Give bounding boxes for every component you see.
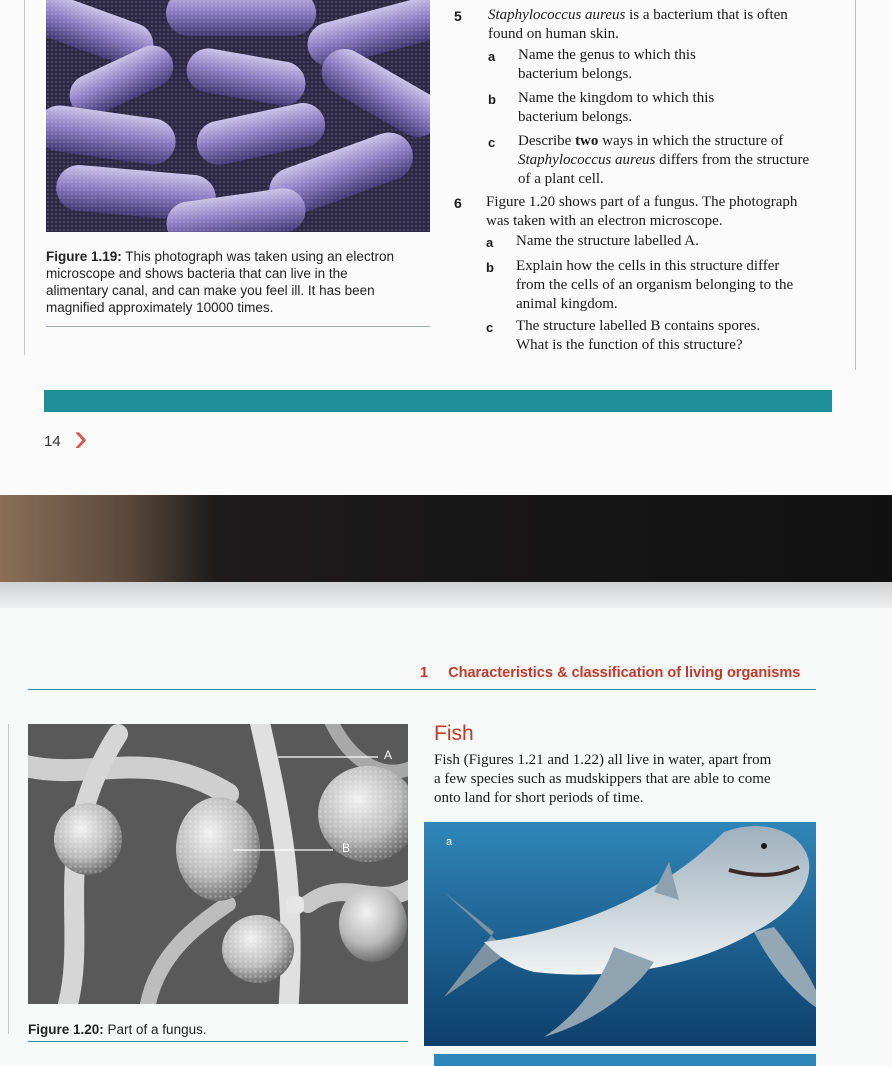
question-text-line: Figure 1.20 shows part of a fungus. The photograph [486, 194, 798, 210]
top-page [0, 0, 892, 495]
caption-line: microscope and shows bacteria that can live in the [46, 266, 348, 281]
fish-paragraph [434, 751, 824, 808]
part-text-line: Staphylococcus aureus differs from the structure [518, 152, 810, 168]
part-text-line: Explain how the cells in this structure differ [516, 258, 780, 274]
question-text-line: found on human skin. [488, 26, 619, 42]
part-letter: a [486, 235, 494, 250]
question-text-line: Staphylococcus aureus is a bacterium that is often [488, 7, 788, 23]
part-letter: c [488, 135, 496, 150]
part-letter: b [486, 260, 494, 275]
shark-photo [424, 822, 816, 1046]
page-gap [0, 495, 892, 582]
part-text-line: What is the function of this structure? [516, 337, 743, 353]
part-text-line: Name the genus to which this [518, 47, 696, 63]
chapter-number: 1 [420, 665, 429, 681]
figure-1-20-caption: Figure 1.20: Part of a fungus. [28, 1022, 207, 1037]
fish-heading: Fish [434, 722, 474, 745]
question-number: 6 [454, 195, 462, 211]
question-6 [454, 193, 854, 231]
part-text-line: Describe two ways in which the structure of [518, 133, 784, 149]
part-text-line: animal kingdom. [516, 296, 618, 312]
question-number: 5 [454, 8, 462, 24]
label-b: B [342, 841, 351, 855]
caption-rule [46, 326, 430, 327]
caption-line: alimentary canal, and can make you feel ill. It has been [46, 283, 375, 298]
part-text-line: from the cells of an organism belonging to the [516, 277, 794, 293]
question-5b [488, 89, 848, 127]
figure-label: Figure 1.20: [28, 1022, 104, 1037]
chapter-title: Characteristics & classification of living organisms [448, 665, 801, 681]
figure-label: Figure 1.19: [46, 249, 122, 264]
left-margin-rule [24, 0, 25, 355]
question-text-line: was taken with an electron microscope. [486, 213, 723, 229]
fungus-illustration [28, 724, 408, 1004]
question-6a [486, 232, 846, 251]
caption-rule [28, 1041, 408, 1042]
left-margin-rule [8, 724, 9, 1034]
paragraph-line: onto land for short periods of time. [434, 790, 644, 806]
question-6c [486, 317, 846, 355]
part-text-line: Name the kingdom to which this [518, 90, 715, 106]
running-header [420, 665, 800, 681]
part-text-line: bacterium belongs. [518, 66, 633, 82]
paragraph-line: Fish (Figures 1.21 and 1.22) all live in water, apart from [434, 752, 772, 768]
right-box-rule [855, 0, 856, 370]
photo-label-a: a [446, 836, 453, 848]
question-5a [488, 46, 848, 84]
shark-illustration [424, 822, 816, 1046]
question-5c [488, 132, 848, 189]
bacteria-photo [46, 0, 430, 232]
question-6b [486, 257, 846, 314]
fungus-photo [28, 724, 408, 1004]
label-a: A [384, 748, 393, 762]
page-number: 14 [44, 433, 61, 450]
page-gap-shadow [0, 582, 892, 608]
teal-footer-band [44, 390, 832, 412]
header-rule [28, 689, 816, 690]
caption-line: Figure 1.19: This photograph was taken using an electron [46, 249, 394, 264]
part-text-line: The structure labelled B contains spores. [516, 318, 761, 334]
paragraph-line: a few species such as mudskippers that are able to come [434, 771, 771, 787]
part-text-line: of a plant cell. [518, 171, 604, 187]
figure-1-19-caption [46, 248, 436, 316]
bottom-page [0, 608, 892, 1066]
next-photo-strip [434, 1054, 816, 1066]
part-text-line: Name the structure labelled A. [516, 233, 699, 249]
part-letter: c [486, 320, 494, 335]
caption-line: magnified approximately 10000 times. [46, 300, 274, 315]
part-letter: a [488, 49, 496, 64]
part-text-line: bacterium belongs. [518, 109, 633, 125]
part-letter: b [488, 92, 496, 107]
page-arrow-icon: › [74, 416, 88, 460]
bacteria-illustration [46, 0, 430, 232]
question-5 [454, 6, 849, 44]
